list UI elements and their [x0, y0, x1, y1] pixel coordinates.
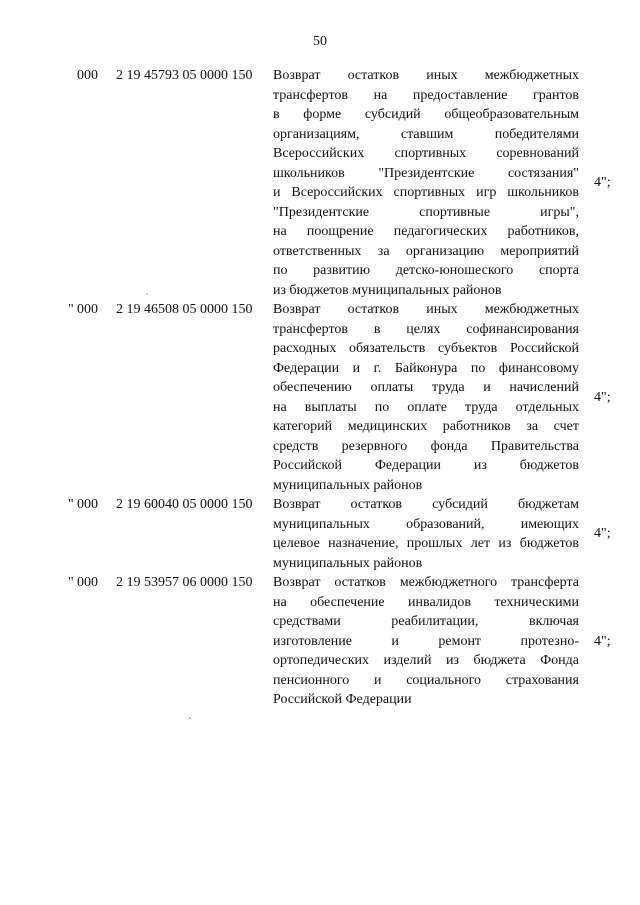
- description-line: ортопедических изделий из бюджета Фонда: [273, 653, 579, 668]
- description-line: трансфертов в целях софинансирования: [273, 321, 579, 337]
- description-line: на выплаты по оплате труда отдельных: [273, 399, 579, 415]
- description-line: из бюджетов муниципальных районов: [273, 282, 502, 298]
- entry-kbk-code: 2 19 60040 05 0000 150: [116, 497, 253, 512]
- entry-row: [0, 300, 640, 495]
- description-line: средств резервного фонда Правительства: [273, 438, 579, 454]
- description-line: Всероссийских спортивных соревнований: [273, 146, 579, 161]
- entry-closing-suffix: 4";: [594, 389, 611, 405]
- page-number: 50: [313, 34, 327, 49]
- entry-open-quote: ": [68, 302, 74, 317]
- scan-speck: [146, 293, 148, 295]
- entry-admin-code: 000: [77, 302, 98, 317]
- description-line: средствами реабилитации, включая: [273, 614, 579, 629]
- description-line: Российской Федерации из бюджетов: [273, 458, 579, 473]
- description-line: "Президентские спортивные игры",: [273, 204, 579, 220]
- description-line: организациям, ставшим победителями: [273, 126, 579, 142]
- entry-row: [0, 573, 640, 710]
- description-line: муниципальных районов: [273, 555, 423, 571]
- description-line: Возврат остатков иных межбюджетных: [273, 302, 579, 317]
- entry-admin-code: 000: [77, 497, 98, 512]
- entry-description: [273, 66, 579, 300]
- description-line: категорий медицинских работников за счет: [273, 419, 579, 434]
- entry-description: [273, 300, 579, 495]
- description-line: расходных обязательств субъектов Российской: [273, 341, 579, 356]
- description-line: обеспечению оплаты труда и начислений: [273, 380, 579, 395]
- entry-kbk-code: 2 19 45793 05 0000 150: [116, 68, 253, 83]
- entry-kbk-code: 2 19 53957 06 0000 150: [116, 575, 253, 590]
- entry-kbk-code: 2 19 46508 05 0000 150: [116, 302, 253, 317]
- entry-closing-suffix: 4";: [594, 175, 611, 191]
- description-line: целевое назначение, прошлых лет из бюджетов: [273, 536, 579, 551]
- description-line: Федерации и г. Байконура по финансовому: [273, 360, 579, 376]
- description-line: и Всероссийских спортивных игр школьников: [273, 185, 579, 200]
- description-line: муниципальных образований, имеющих: [273, 516, 579, 532]
- description-line: школьников "Президентские состязания": [273, 165, 579, 181]
- description-line: муниципальных районов: [273, 477, 423, 493]
- description-line: на обеспечение инвалидов техническими: [273, 594, 579, 610]
- entry-open-quote: ": [68, 575, 74, 590]
- description-line: Возврат остатков субсидий бюджетам: [273, 497, 579, 512]
- entry-admin-code: 000: [77, 575, 98, 590]
- description-line: Возврат остатков межбюджетного трансферта: [273, 575, 579, 590]
- description-line: по развитию детско-юношеского спорта: [273, 263, 579, 278]
- scan-speck: [189, 717, 191, 719]
- description-line: изготовление и ремонт протезно-: [273, 633, 579, 649]
- entry-admin-code: 000: [77, 68, 98, 83]
- description-line: пенсионного и социального страхования: [273, 672, 579, 688]
- entry-row: [0, 66, 640, 300]
- entry-row: [0, 495, 640, 573]
- description-line: ответственных за организацию мероприятий: [273, 243, 579, 259]
- entry-description: [273, 573, 579, 710]
- entry-closing-suffix: 4";: [594, 633, 611, 649]
- description-line: трансфертов на предоставление грантов: [273, 87, 579, 103]
- description-line: на поощрение педагогических работников,: [273, 224, 579, 239]
- entry-description: [273, 495, 579, 573]
- entry-open-quote: ": [68, 497, 74, 512]
- description-line: Российской Федерации: [273, 692, 412, 707]
- entry-closing-suffix: 4";: [594, 526, 611, 542]
- description-line: Возврат остатков иных межбюджетных: [273, 68, 579, 83]
- description-line: в форме субсидий общеобразовательным: [273, 107, 579, 122]
